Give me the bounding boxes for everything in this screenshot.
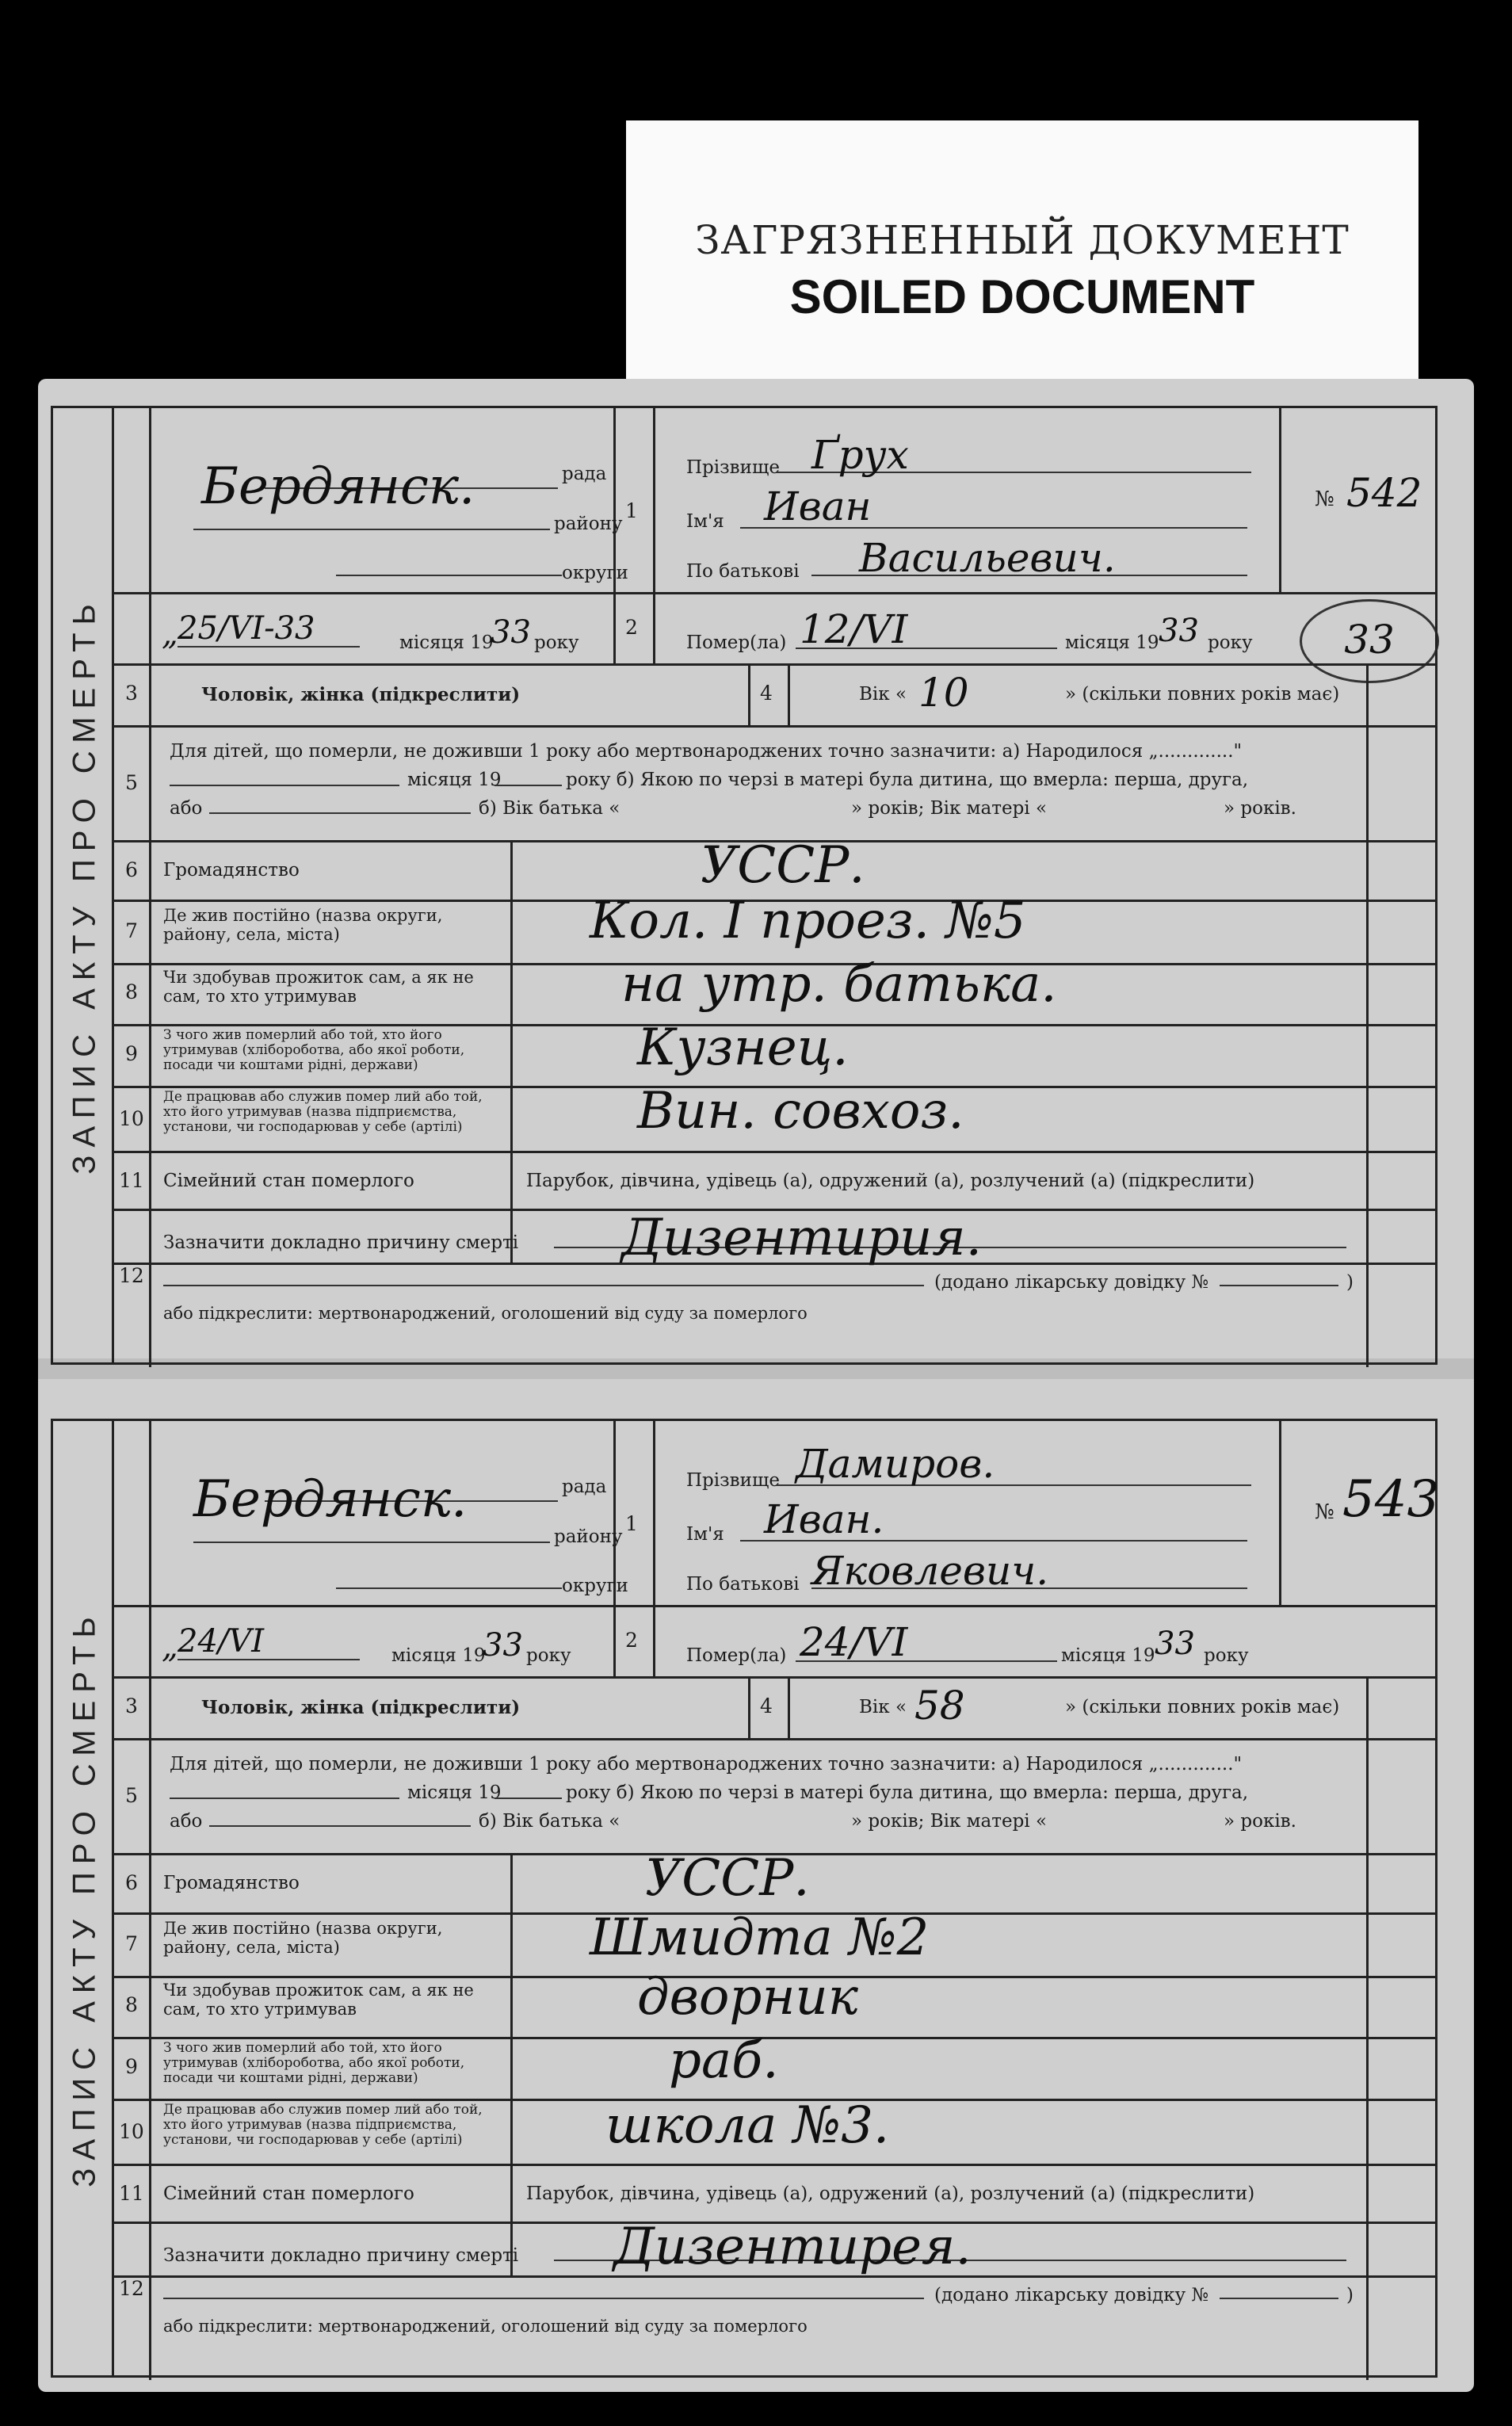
handwritten-value: 33 (1155, 1626, 1195, 1662)
rule-line (114, 1738, 1438, 1740)
form-field-label: району (554, 1526, 623, 1547)
fill-in-line (796, 1660, 1057, 1662)
record-number: 542 (1346, 470, 1422, 516)
form-field-label: року б) Якою по черзі в матері була дитина, що вмерла: перша, друга, (566, 770, 1249, 790)
form-field-label: » (скільки повних років має) (1065, 1697, 1340, 1717)
livelihood-value: на утр. батька. (621, 955, 1057, 1014)
age-value: 10 (918, 670, 969, 716)
rule-line (114, 663, 1438, 666)
form-field-label: » років; Вік матері « (851, 1811, 1048, 1832)
rule-line (1366, 725, 1369, 840)
fill-in-line (178, 646, 360, 648)
rule-line (653, 1421, 655, 1676)
form-field-label: року (526, 1645, 571, 1666)
row-number: 6 (125, 858, 138, 881)
side-title: ЗАПИС АКТУ ПРО СМЕРТЬ (67, 596, 102, 1175)
row-number: 12 (119, 2277, 144, 2300)
livelihood-value: дворник (637, 1968, 858, 2027)
death-record-form-2 (51, 1419, 1453, 2378)
side-title: ЗАПИС АКТУ ПРО СМЕРТЬ (67, 1609, 102, 2187)
form-field-label: або (170, 1811, 203, 1832)
occupation-value: Кузнец. (637, 1018, 849, 1077)
row-number: 2 (625, 616, 638, 639)
fill-in-line (796, 648, 1057, 649)
form-field-label: Громадянство (163, 1873, 300, 1893)
row-number: 8 (125, 980, 138, 1003)
form-field-label: Громадянство (163, 860, 300, 881)
form-grid (114, 406, 1438, 1365)
form-field-label: або (170, 798, 203, 819)
form-field-label: Сімейний стан померлого (163, 1171, 414, 1191)
rule-line (1366, 840, 1369, 1367)
soiled-document-label (626, 120, 1418, 382)
patronymic-handwritten: Яковлевич. (811, 1548, 1049, 1594)
fill-in-line (163, 2298, 924, 2299)
rule-line (114, 725, 1438, 728)
row-number: 1 (625, 1512, 638, 1535)
form-field-label: По батькові (686, 561, 800, 582)
form-field-label: ) (1346, 2285, 1354, 2306)
rule-line (114, 1676, 1438, 1679)
form-field-label: року (1208, 632, 1253, 653)
fill-in-line (494, 1798, 562, 1799)
fill-in-line (163, 1285, 924, 1286)
rule-line (1366, 1853, 1369, 2380)
form-field-label: року (1204, 1645, 1249, 1666)
margin-circled-note: 33 (1300, 599, 1439, 683)
handwritten-value: „ (162, 1629, 178, 1665)
name-handwritten: Иван (764, 483, 872, 529)
form-field-label: району (554, 514, 623, 534)
fill-in-line (336, 1587, 562, 1589)
handwritten-value: „ (162, 616, 178, 652)
residence-value: Кол. I проез. №5 (590, 892, 1026, 950)
form-field-label: Де працював або служив помер лий або той, хто його утримував (назва підприємства, установи, чи господарював у себе (артілі) (163, 1089, 483, 1135)
form-field-label: » (скільки повних років має) (1065, 684, 1340, 705)
form-grid (114, 1419, 1438, 2378)
row-number: 9 (125, 2055, 138, 2078)
rule-line (1279, 1421, 1281, 1605)
form-field-label: б) Вік батька « (479, 1811, 620, 1832)
handwritten-value: 33 (483, 1627, 523, 1664)
citizenship-value: УССР. (701, 836, 865, 895)
rule-line (149, 408, 151, 1367)
fill-in-line (170, 785, 399, 786)
label-english: SOILED DOCUMENT (789, 270, 1255, 323)
form-field-label: Чоловік, жінка (підкреслити) (201, 1697, 521, 1718)
row-number: 8 (125, 1993, 138, 2016)
form-field-label: б) Вік батька « (479, 798, 620, 819)
form-field-label: Зазначити докладно причину смерті (163, 1232, 519, 1253)
death-record-form-1 (51, 406, 1453, 1365)
fill-in-line (494, 785, 562, 786)
row-number: 6 (125, 1871, 138, 1894)
rule-line (510, 1853, 513, 2275)
form-field-label: Чи здобував прожиток сам, а як не сам, то хто утримував (163, 968, 474, 1006)
rule-line (1366, 1676, 1369, 1853)
form-field-label: рада (562, 1477, 607, 1497)
handwritten-value: 33 (491, 614, 531, 651)
fill-in-line (336, 575, 562, 576)
form-field-label: року б) Якою по черзі в матері була дитина, що вмерла: перша, друга, (566, 1782, 1249, 1803)
fill-in-line (1220, 1285, 1338, 1286)
form-field-label: місяця 19 (407, 1782, 502, 1803)
cause-of-death: Дизентирея. (613, 2218, 972, 2276)
side-title-box (51, 406, 114, 1365)
handwritten-value: 33 (1159, 613, 1199, 649)
form-field-label: Де працював або служив помер лий або той, хто його утримував (назва підприємства, установи, чи господарював у себе (артілі) (163, 2102, 483, 2148)
form-field-label: Прізвище (686, 457, 780, 478)
form-field-label: ) (1346, 1272, 1354, 1293)
form-field-label: Для дітей, що померли, не доживши 1 року або мертвонароджених точно зазначити: а) Народилося „............." (170, 741, 1243, 762)
form-field-label: округи (562, 1576, 628, 1596)
form-field-label: По батькові (686, 1574, 800, 1595)
registration-date: 24/VI (178, 1623, 265, 1660)
form-field-label: місяця 19 (399, 632, 494, 653)
death-date: 12/VI (800, 606, 908, 652)
occupation-value: раб. (669, 2031, 779, 2090)
form-field-label: Парубок, дівчина, удівець (а), одружений (а), розлучений (а) (підкреслити) (526, 2183, 1255, 2204)
fill-in-line (193, 1542, 550, 1543)
rule-line (114, 1151, 1438, 1153)
citizenship-value: УССР. (645, 1849, 810, 1908)
form-field-label: або підкреслити: мертвонароджений, оголошений від суду за померлого (163, 1304, 808, 1323)
row-number: 2 (625, 1629, 638, 1652)
fill-in-line (1220, 2298, 1338, 2299)
fill-in-line (170, 1798, 399, 1799)
form-field-label: Вік « (859, 684, 907, 705)
side-title-box (51, 1419, 114, 2378)
name-handwritten: Иван. (764, 1496, 884, 1542)
rule-line (613, 1421, 616, 1676)
row-number: 5 (125, 771, 138, 794)
form-field-label: » років; Вік матері « (851, 798, 1048, 819)
row-number: 7 (125, 1932, 138, 1955)
form-field-label: Сімейний стан померлого (163, 2183, 414, 2204)
form-field-label: округи (562, 563, 628, 583)
row-number: 4 (760, 1694, 773, 1717)
form-field-label: Ім'я (686, 511, 724, 532)
form-field-label: Для дітей, що померли, не доживши 1 року або мертвонароджених точно зазначити: а) Народилося „............." (170, 1754, 1243, 1775)
form-field-label: З чого жив померлий або той, хто його утримував (хлібороботва, або якої роботи, посади чи коштами рідні, держави) (163, 1027, 465, 1073)
row-number: 11 (119, 1169, 144, 1192)
row-number: 7 (125, 919, 138, 942)
form-field-label: або підкреслити: мертвонароджений, оголошений від суду за померлого (163, 2317, 808, 2336)
form-field-label: № (1315, 1500, 1334, 1524)
label-russian: ЗАГРЯЗНЕННЫЙ ДОКУМЕНТ (695, 217, 1350, 263)
fill-in-line (178, 1659, 360, 1660)
rule-line (1279, 408, 1281, 592)
form-field-label: місяця 19 (391, 1645, 486, 1666)
row-number: 3 (125, 682, 138, 705)
form-field-label: місяця 19 (1065, 632, 1159, 653)
row-number: 10 (119, 1107, 144, 1130)
form-field-label: Прізвище (686, 1470, 780, 1491)
form-field-label: рада (562, 464, 607, 484)
fill-in-line (209, 812, 471, 814)
residence-value: Шмидта №2 (590, 1908, 930, 1967)
registration-date: 25/VI-33 (178, 610, 315, 647)
form-field-label: (додано лікарську довідку № (934, 2285, 1209, 2306)
row-number: 10 (119, 2120, 144, 2143)
form-field-label: (додано лікарську довідку № (934, 1272, 1209, 1293)
surname-handwritten: Дамиров. (796, 1441, 995, 1487)
form-field-label: місяця 19 (1061, 1645, 1155, 1666)
form-field-label: Де жив постійно (назва округи, району, села, міста) (163, 906, 443, 944)
fill-in-line (209, 1825, 471, 1827)
district-handwritten: Бердянск. (193, 1470, 468, 1529)
form-field-label: місяця 19 (407, 770, 502, 790)
fill-in-line (193, 529, 550, 530)
rule-line (788, 1676, 790, 1738)
rule-line (748, 663, 750, 725)
form-field-label: Чоловік, жінка (підкреслити) (201, 684, 521, 705)
row-number: 9 (125, 1042, 138, 1065)
workplace-value: школа №3. (605, 2096, 890, 2155)
record-number: 543 (1342, 1470, 1440, 1529)
form-field-label: Чи здобував прожиток сам, а як не сам, то хто утримував (163, 1981, 474, 2019)
rule-line (114, 592, 1438, 594)
form-field-label: Помер(ла) (686, 1645, 787, 1666)
form-field-label: З чого жив померлий або той, хто його утримував (хлібороботва, або якої роботи, посади чи коштами рідні, держави) (163, 2040, 465, 2086)
row-number: 12 (119, 1264, 144, 1287)
rule-line (114, 1605, 1438, 1607)
surname-handwritten: Ґрух (811, 432, 909, 478)
cause-of-death: Дизентирия. (621, 1209, 982, 1267)
district-handwritten: Бердянск. (201, 457, 475, 516)
rule-line (748, 1676, 750, 1738)
row-number: 1 (625, 499, 638, 522)
rule-line (788, 663, 790, 725)
form-field-label: Вік « (859, 1697, 907, 1717)
form-field-label: Де жив постійно (назва округи, району, села, міста) (163, 1919, 443, 1957)
form-field-label: Ім'я (686, 1524, 724, 1545)
rule-line (510, 840, 513, 1263)
rule-line (613, 408, 616, 663)
patronymic-handwritten: Васильевич. (859, 535, 1116, 581)
row-number: 4 (760, 682, 773, 705)
death-date: 24/VI (800, 1619, 908, 1665)
row-number: 11 (119, 2182, 144, 2205)
form-field-label: Зазначити докладно причину смерті (163, 2245, 519, 2266)
workplace-value: Вин. совхоз. (637, 1082, 964, 1140)
rule-line (1366, 663, 1369, 725)
form-field-label: » років. (1224, 1811, 1296, 1832)
form-field-label: Помер(ла) (686, 632, 787, 653)
row-number: 3 (125, 1694, 138, 1717)
rule-line (114, 2164, 1438, 2166)
form-field-label: Парубок, дівчина, удівець (а), одружений (а), розлучений (а) (підкреслити) (526, 1171, 1255, 1191)
form-field-label: » років. (1224, 798, 1296, 819)
form-field-label: року (534, 632, 579, 653)
age-value: 58 (914, 1683, 965, 1729)
row-number: 5 (125, 1784, 138, 1807)
rule-line (149, 1421, 151, 2380)
rule-line (653, 408, 655, 663)
form-field-label: № (1315, 487, 1334, 511)
